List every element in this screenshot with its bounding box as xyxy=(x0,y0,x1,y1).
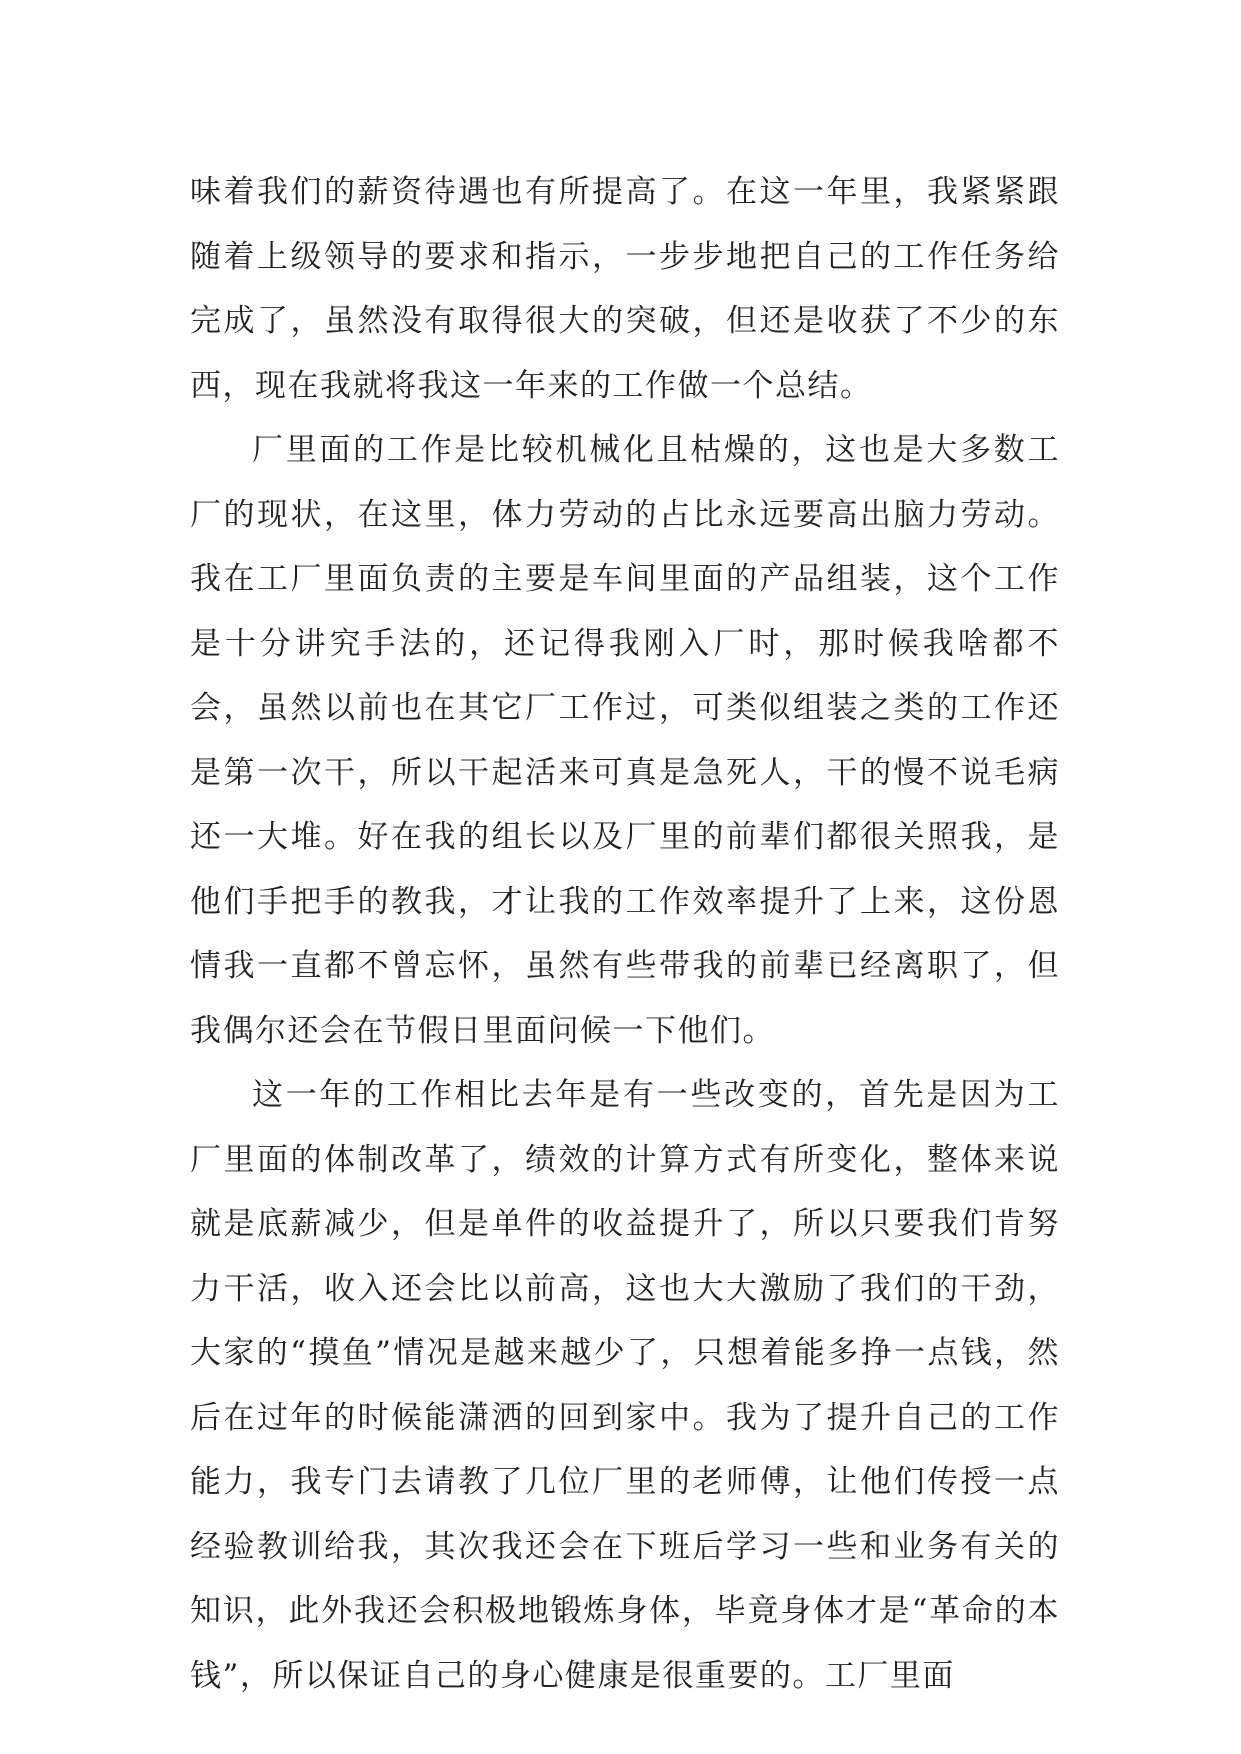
document-body xyxy=(190,160,1060,1708)
paragraph-continuation: 味着我们的薪资待遇也有所提高了。在这一年里，我紧紧跟随着上级领导的要求和指示，一步步地把自己的工作任务给完成了，虽然没有取得很大的突破，但还是收获了不少的东西，现在我就将我这一年来的工作做一个总结。 xyxy=(190,174,1060,404)
paragraph-yearly-changes: 这一年的工作相比去年是有一些改变的，首先是因为工厂里面的体制改革了，绩效的计算方式有所变化，整体来说就是底薪减少，但是单件的收益提升了，所以只要我们肯努力干活，收入还会比以前高，这也大大激励了我们的干劲，大家的“摸鱼”情况是越来越少了，只想着能多挣一点钱，然后在过年的时候能潇洒的回到家中。我为了提升自己的工作能力，我专门去请教了几位厂里的老师傅，让他们传授一点经验教训给我，其次我还会在下班后学习一些和业务有关的知识，此外我还会积极地锻炼身体，毕竟身体才是“革命的本钱”，所以保证自己的身心健康是很重要的。工厂里面 xyxy=(190,1077,1060,1694)
paragraph-factory-work: 厂里面的工作是比较机械化且枯燥的，这也是大多数工厂的现状，在这里，体力劳动的占比永远要高出脑力劳动。我在工厂里面负责的主要是车间里面的产品组装，这个工作是十分讲究手法的，还记得我刚入厂时，那时候我啥都不会，虽然以前也在其它厂工作过，可类似组装之类的工作还是第一次干，所以干起活来可真是急死人，干的慢不说毛病还一大堆。好在我的组长以及厂里的前辈们都很关照我，是他们手把手的教我，才让我的工作效率提升了上来，这份恩情我一直都不曾忘怀，虽然有些带我的前辈已经离职了，但我偶尔还会在节假日里面问候一下他们。 xyxy=(190,432,1060,1049)
